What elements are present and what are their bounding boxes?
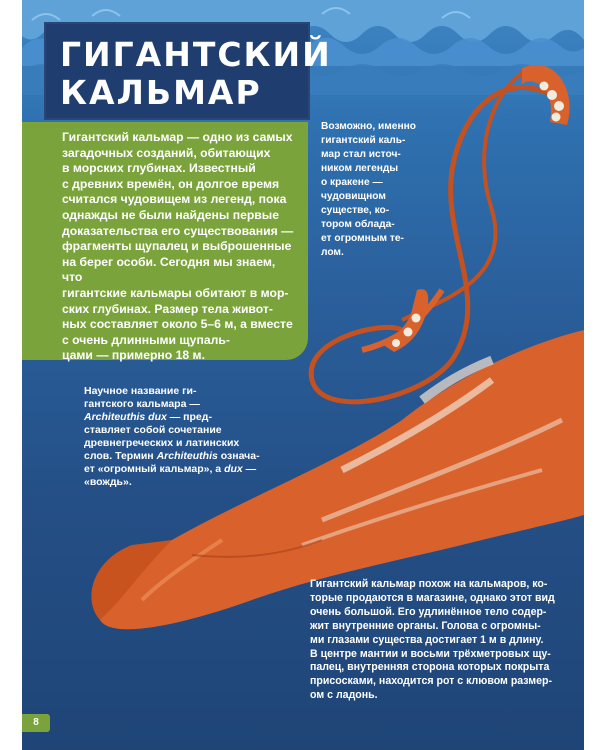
scientific-name-note	[84, 385, 280, 489]
title-line-2: КАЛЬМАР	[60, 73, 262, 112]
kraken-line: лом.	[321, 247, 344, 258]
science-line: Научное название ги-	[84, 385, 197, 397]
science-line: ет «огромный кальмар», а	[84, 463, 225, 475]
intro-panel	[22, 122, 308, 363]
anatomy-line: торые продаются в магазине, однако этот вид	[310, 591, 555, 604]
science-line: означа-	[217, 450, 260, 462]
science-line: древнегреческих и латинских	[84, 437, 240, 449]
book-page	[22, 0, 584, 750]
page-number: 8	[22, 714, 50, 732]
kraken-line: гигантский каль-	[321, 135, 406, 146]
anatomy-line: ми глазами существа достигает 1 м в длину.	[310, 633, 544, 646]
science-line: —	[242, 463, 257, 475]
kraken-note	[321, 120, 429, 260]
kraken-line: Возможно, именно	[321, 121, 416, 132]
title-line-1: ГИГАНТСКИЙ	[60, 35, 332, 74]
intro-line: фрагменты щупалец и выброшенные	[62, 239, 292, 254]
anatomy-note	[310, 578, 580, 703]
intro-line: на берег особи. Сегодня мы знаем, что	[62, 254, 276, 285]
science-line: ставляет собой сочетание	[84, 424, 222, 436]
anatomy-line: Гигантский кальмар похож на кальмаров, ко-	[310, 578, 548, 590]
kraken-line: тором облада-	[321, 219, 395, 230]
sucker-icon	[547, 90, 557, 100]
kraken-line: чудовищном	[321, 191, 386, 202]
kraken-line: существе, ко-	[321, 205, 390, 216]
anatomy-line: присосками, находится рот с клювом размер-	[310, 675, 553, 688]
anatomy-line: ом с ладонь.	[310, 689, 378, 702]
kraken-line: ет огромным те-	[321, 233, 404, 244]
science-line: — пред-	[166, 411, 212, 423]
kraken-line: ником легенды	[321, 163, 399, 174]
anatomy-line: жит внутренние органы. Голова с огромны-	[310, 619, 541, 632]
latin-name: Architeuthis dux	[84, 411, 167, 423]
intro-line: доказательства его существования —	[62, 223, 294, 238]
intro-line: считался чудовищем из легенд, пока	[62, 192, 287, 207]
intro-line: гигантские кальмары обитают в мор-	[62, 285, 289, 300]
science-line: гантского кальмара —	[84, 398, 200, 410]
anatomy-line: В центре мантии и восьми трёхметровых щу-	[310, 647, 551, 660]
intro-line: Гигантский кальмар — одно из самых	[62, 130, 293, 144]
intro-line: с очень длинными щупаль-	[62, 332, 230, 347]
intro-line: с древних времён, он долгое время	[62, 176, 280, 191]
intro-line: цами — примерно 18 м.	[62, 348, 205, 363]
title-banner	[44, 22, 332, 120]
kraken-line: мар стал источ-	[321, 149, 401, 160]
anatomy-line: очень большой. Его удлинённое тело содер-	[310, 605, 547, 618]
latin-term: Architeuthis	[156, 450, 218, 462]
intro-line: ских глубинах. Размер тела живот-	[62, 301, 273, 316]
science-line: «вождь».	[84, 476, 132, 488]
kraken-line: о кракене —	[321, 177, 383, 188]
science-line: слов. Термин	[84, 450, 157, 462]
intro-text	[22, 122, 308, 364]
intro-line: однажды не были найдены первые	[62, 207, 279, 222]
intro-line: загадочных созданий, обитающих	[62, 145, 271, 160]
intro-line: в морских глубинах. Известный	[62, 161, 256, 176]
latin-term: dux	[224, 463, 243, 475]
anatomy-line: палец, внутренняя сторона которых покрыта	[310, 661, 550, 674]
page-title	[44, 22, 332, 112]
intro-line: ных составляет около 5–6 м, а вместе	[62, 317, 293, 332]
